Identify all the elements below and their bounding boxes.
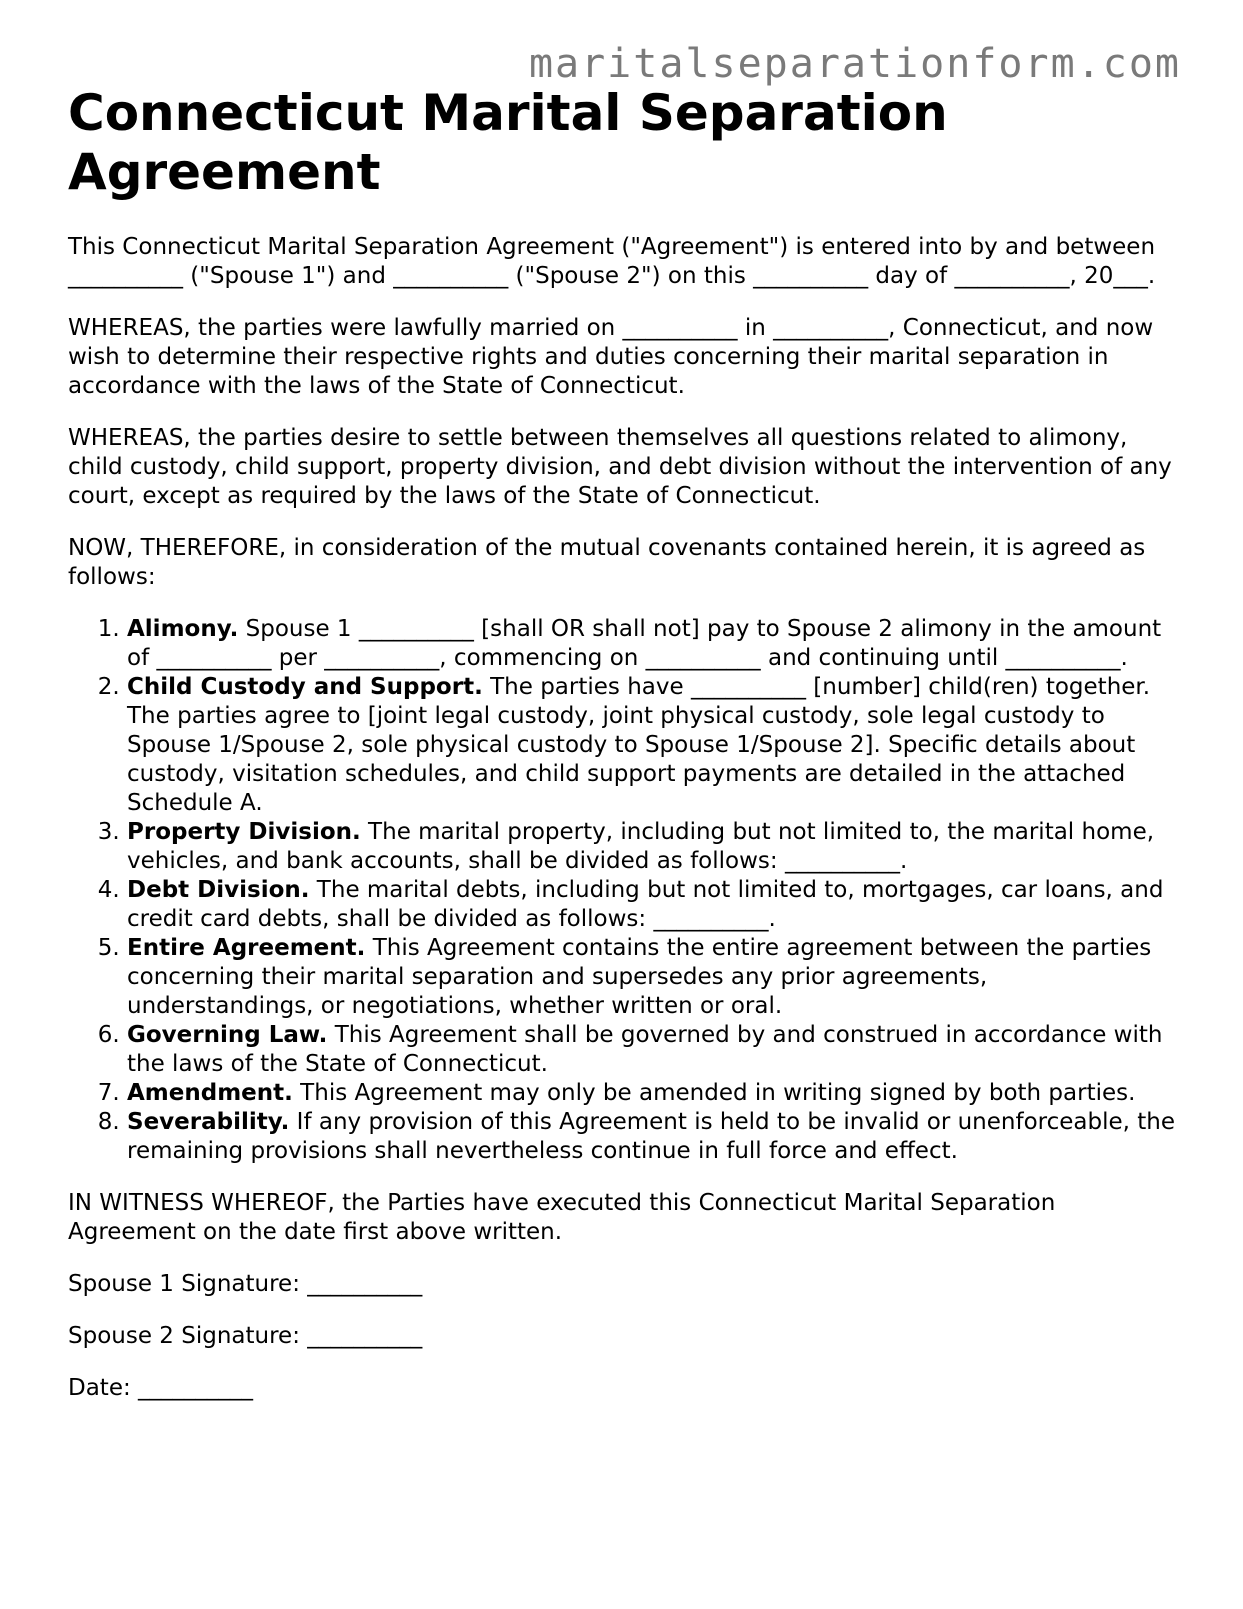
watermark: maritalseparationform.com <box>528 41 1181 87</box>
witness-paragraph: IN WITNESS WHEREOF, the Parties have executed this Connecticut Marital Separation Agreement on the date first above written. <box>68 1190 1056 1245</box>
clause-governing-law <box>127 1021 1180 1079</box>
clause-text: The marital property, including but not limited to, the marital home, vehicles, and bank accounts, shall be divided as follows: __________. <box>127 819 1155 874</box>
document-body <box>68 233 1180 1426</box>
intro-paragraph: This Connecticut Marital Separation Agreement ("Agreement") is entered into by and between __________ ("Spouse 1") and __________ ("Spouse 2") on this __________ day of __________, 20___. <box>68 234 1156 289</box>
clause-heading: Entire Agreement. <box>127 935 366 961</box>
clause-heading: Amendment. <box>127 1080 293 1106</box>
clauses-list <box>68 615 1180 1166</box>
clause-text: This Agreement contains the entire agreement between the parties concerning their marital separation and supersedes any prior agreements, understandings, or negotiations, whether written or oral. <box>127 935 1152 1019</box>
clause-severability <box>127 1108 1180 1166</box>
document-title: Connecticut Marital Separation Agreement <box>68 84 948 201</box>
whereas-settle-paragraph: WHEREAS, the parties desire to settle between themselves all questions related to alimony, child custody, child support, property division, and debt division without the intervention of any court, except as required by the laws of the State of Connecticut. <box>68 425 1172 509</box>
clause-text: This Agreement shall be governed by and construed in accordance with the laws of the State of Connecticut. <box>127 1022 1163 1077</box>
clause-heading: Severability. <box>127 1109 290 1135</box>
clause-heading: Property Division. <box>127 819 361 845</box>
clause-heading: Governing Law. <box>127 1022 328 1048</box>
clause-text: If any provision of this Agreement is held to be invalid or unenforceable, the remaining provisions shall nevertheless continue in full force and effect. <box>127 1109 1175 1164</box>
clause-debt-division <box>127 876 1180 934</box>
clause-heading: Debt Division. <box>127 877 310 903</box>
spouse-1-signature-line: Spouse 1 Signature: __________ <box>68 1271 423 1297</box>
clause-heading: Alimony. <box>127 616 239 642</box>
clause-text: This Agreement may only be amended in writing signed by both parties. <box>292 1080 1136 1106</box>
signature-block <box>68 1270 1180 1403</box>
clause-entire-agreement <box>127 934 1180 1021</box>
whereas-married-paragraph: WHEREAS, the parties were lawfully married on __________ in __________, Connecticut, and now wish to determine their respective rights and duties concerning their marital separation in accordance with the laws of the State of Connecticut. <box>68 315 1154 399</box>
clause-alimony <box>127 615 1180 673</box>
clause-child-custody <box>127 673 1180 818</box>
clause-text: Spouse 1 __________ [shall OR shall not] pay to Spouse 2 alimony in the amount of __________ per __________, commencing on __________ and continuing until __________. <box>127 616 1162 671</box>
spouse-2-signature-line: Spouse 2 Signature: __________ <box>68 1323 423 1349</box>
clause-text: The marital debts, including but not limited to, mortgages, car loans, and credit card debts, shall be divided as follows: __________. <box>127 877 1164 932</box>
clause-heading: Child Custody and Support. <box>127 674 483 700</box>
clause-text: The parties have __________ [number] child(ren) together. The parties agree to [joint legal custody, joint physical custody, sole legal custody to Spouse 1/Spouse 2, sole physical custody to Spouse 1/Spouse 2]. Specific details about custody, visitation schedules, and child support payments are detailed in the attached Schedule A. <box>127 674 1151 816</box>
date-line: Date: __________ <box>68 1375 254 1401</box>
clause-amendment <box>127 1079 1180 1108</box>
clause-property-division <box>127 818 1180 876</box>
now-therefore-paragraph: NOW, THEREFORE, in consideration of the mutual covenants contained herein, it is agreed as follows: <box>68 535 1146 590</box>
